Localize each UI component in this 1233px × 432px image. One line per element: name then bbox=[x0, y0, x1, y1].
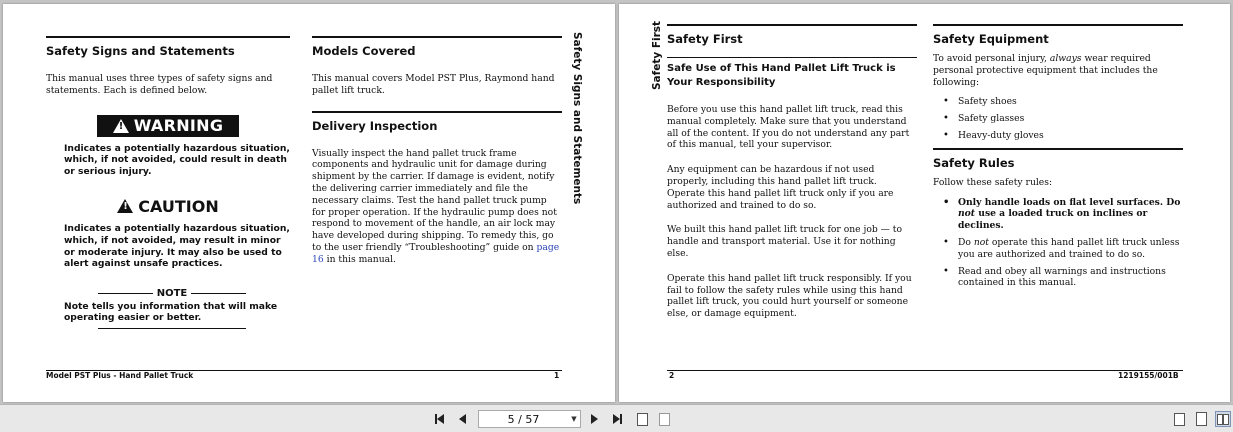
models-text: This manual covers Model PST Plus, Raymond hand pallet lift truck. bbox=[312, 73, 555, 96]
heading-safety-equipment: Safety Equipment bbox=[933, 32, 1049, 46]
previous-page-icon bbox=[459, 414, 466, 424]
chevron-down-icon[interactable]: ▼ bbox=[571, 415, 577, 423]
paragraph-2: Any equipment can be hazardous if not used properly, including this hand pallet lift truck. Operate this hand pallet lift truck only if you are authorized and trained to do so. bbox=[667, 164, 894, 211]
warning-sign bbox=[97, 115, 239, 137]
list-item: • Only handle loads on flat level surfaces. Do not use a loaded truck on inclines or declines. bbox=[933, 197, 1183, 232]
footer-page-number: 1 bbox=[554, 371, 560, 380]
equipment-intro-a: To avoid personal injury, bbox=[933, 53, 1047, 64]
note-text: Note tells you information that will make operating easier or better. bbox=[64, 300, 278, 324]
footer-doc-number: 1219155/001B bbox=[1118, 371, 1179, 380]
paragraph-1: Before you use this hand pallet lift truck, read this manual completely. Make sure that you understand all of the content. If you do not understand any part of this manual, tell your supervisor. bbox=[667, 104, 910, 151]
list-item: • Read and obey all warnings and instructions contained in this manual. bbox=[933, 266, 1183, 290]
footer-rule bbox=[667, 370, 1183, 371]
heading-safety-rules: Safety Rules bbox=[933, 155, 1015, 170]
delivery-text bbox=[312, 148, 562, 266]
previous-page-button[interactable] bbox=[456, 411, 468, 427]
heading-rule bbox=[312, 111, 562, 113]
copy-icon bbox=[637, 413, 648, 426]
page-right bbox=[619, 4, 1230, 402]
list-item: • Heavy-duty gloves bbox=[933, 130, 1183, 142]
paste-icon bbox=[659, 413, 670, 426]
warning-triangle-icon bbox=[113, 119, 129, 133]
delivery-text-part: Visually inspect the hand pallet truck frame components and hydraulic unit for damage during shipment by the carrier. If damage is evident, notify the delivering carrier immediately and file the necessary claims. Test the hand pallet truck pump for proper operation. If the hydraulic pump does not respond to movement of the handle, an air lock may have developed during shipping. To remedy this, go to the user friendly “Troubleshooting” guide on bbox=[312, 147, 557, 253]
heading-safety-first: Safety First bbox=[667, 32, 743, 46]
caution-sign bbox=[46, 195, 290, 217]
footer-title: Model PST Plus - Hand Pallet Truck bbox=[46, 371, 194, 380]
single-page-icon bbox=[1174, 413, 1185, 426]
list-item: • Do not operate this hand pallet lift truck unless you are authorized and trained to do so. bbox=[933, 237, 1183, 261]
heading-rule bbox=[312, 36, 562, 38]
heading-safety-signs: Safety Signs and Statements bbox=[46, 44, 235, 58]
side-tab-safety-first: Safety First bbox=[651, 20, 663, 90]
note-bottom-rule bbox=[98, 328, 246, 330]
two-page-view-button[interactable] bbox=[1215, 411, 1231, 427]
page-selector[interactable] bbox=[478, 410, 581, 428]
footer-page-number: 2 bbox=[669, 371, 675, 380]
column-safety-signs bbox=[46, 36, 290, 329]
heading-rule bbox=[667, 24, 917, 26]
continuous-page-icon bbox=[1196, 412, 1207, 426]
paragraph-3: We built this hand pallet lift truck for one job — to handle and transport material. Use it for nothing else. bbox=[667, 224, 903, 259]
caution-label: CAUTION bbox=[138, 196, 219, 216]
equipment-intro-b: wear required personal protective equipment that includes the following: bbox=[933, 53, 1158, 88]
first-page-button[interactable] bbox=[432, 411, 446, 427]
page-indicator: 5 / 57 bbox=[507, 412, 540, 426]
heading-models-covered: Models Covered bbox=[312, 44, 416, 58]
paragraph-4: Operate this hand pallet lift truck responsibly. If you fail to follow the safety rules while using this hand pallet lift truck, you could hurt yourself or someone else, or damage equipment. bbox=[667, 272, 912, 320]
continuous-view-button[interactable] bbox=[1194, 411, 1208, 427]
last-page-icon bbox=[613, 414, 620, 424]
list-item: • Safety shoes bbox=[933, 96, 1183, 108]
subheading-rule bbox=[667, 57, 917, 58]
heading-rule bbox=[933, 148, 1183, 150]
last-page-button[interactable] bbox=[610, 411, 624, 427]
column-models-delivery bbox=[312, 36, 562, 266]
equipment-intro bbox=[933, 53, 1183, 88]
copy-page-button[interactable] bbox=[634, 411, 650, 427]
heading-rule bbox=[46, 36, 290, 38]
intro-text: This manual uses three types of safety signs and statements. Each is defined below. bbox=[46, 73, 273, 96]
delivery-text-end: in this manual. bbox=[326, 253, 396, 265]
column-safety-first bbox=[667, 24, 917, 320]
single-page-view-button[interactable] bbox=[1172, 411, 1186, 427]
warning-text: Indicates a potentially hazardous situation, which, if not avoided, could result in death or serious injury. bbox=[64, 142, 290, 177]
next-page-button[interactable] bbox=[588, 411, 600, 427]
subheading-responsibility: Safe Use of This Hand Pallet Lift Truck is Your Responsibility bbox=[667, 63, 896, 88]
paste-page-button[interactable] bbox=[656, 411, 672, 427]
note-label: NOTE bbox=[156, 287, 188, 299]
next-page-icon bbox=[591, 414, 598, 424]
column-safety-equipment bbox=[933, 24, 1183, 294]
rules-list bbox=[933, 197, 1183, 290]
page-16-link[interactable]: page 16 bbox=[312, 241, 560, 265]
rules-intro: Follow these safety rules: bbox=[933, 176, 1053, 188]
warning-label: WARNING bbox=[133, 116, 224, 136]
pdf-toolbar bbox=[0, 404, 1233, 432]
heading-rule bbox=[933, 24, 1183, 26]
equipment-intro-em: always bbox=[1049, 53, 1082, 64]
note-sign bbox=[98, 288, 246, 299]
caution-triangle-icon bbox=[117, 199, 133, 213]
side-tab-safety-signs: Safety Signs and Statements bbox=[571, 32, 583, 205]
page-left bbox=[3, 4, 615, 402]
caution-text: Indicates a potentially hazardous situation, which, if not avoided, may result in minor or moderate injury. It may also be used to alert against unsafe practices. bbox=[64, 223, 290, 270]
list-item: • Safety glasses bbox=[933, 113, 1183, 125]
heading-delivery-inspection: Delivery Inspection bbox=[312, 118, 438, 133]
equipment-list bbox=[933, 96, 1183, 141]
